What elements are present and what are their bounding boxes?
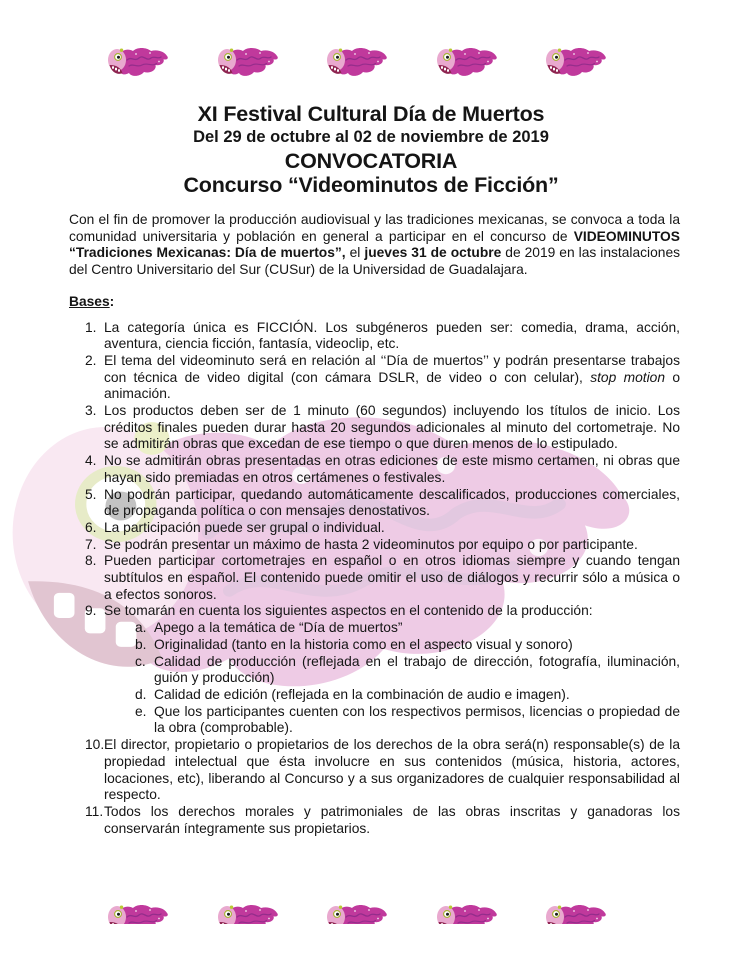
catrina-icon-row-bottom — [106, 903, 608, 924]
festival-dates: Del 29 de octubre al 02 de noviembre de 2019 — [193, 128, 549, 146]
list-number: 3. — [85, 403, 97, 419]
intro-text: Con el fin de promover la producción audiovisual y las tradiciones mexicanas, se convoca a toda la comunidad universitaria y población en general a participar en el concurso de — [69, 212, 680, 244]
document-header — [0, 102, 742, 197]
list-text: La categoría única es FICCIÓN. Los subgéneros pueden ser: comedia, drama, acción, aventura, ciencia ficción, fantasía, videoclip, etc. — [104, 319, 680, 352]
list-text: Que los participantes cuenten con los respectivos permisos, licencias o propiedad de la obra (comprobable). — [154, 703, 680, 736]
list-item-4 — [69, 453, 680, 486]
catrina-logo-partial-icon — [544, 903, 608, 924]
contest-title: Concurso “Videominutos de Ficción” — [183, 173, 559, 197]
list-item-9 — [69, 603, 680, 620]
list-item-11 — [69, 804, 680, 837]
list-number: 5. — [85, 486, 97, 502]
bases-list — [69, 320, 680, 838]
list-number: 11. — [85, 803, 104, 819]
list-text: El tema del videominuto será en relación al ‘‘Día de muertos’’ y podrán presentarse trabajos con técnica de video digital (con cámara DSLR, de video o con celular), — [104, 352, 680, 385]
list-text: El director, propietario o propietarios de los derechos de la obra será(n) responsable(s) de la propiedad intelectual que ésta involucre en sus contenidos (música, historia, actores, locaciones, etc), liberando al Concurso y a sus organizadores de cualquier responsabilidad al respecto. — [104, 737, 680, 803]
catrina-logo-partial-icon — [435, 903, 499, 924]
list-text-italic: stop motion — [590, 369, 666, 385]
list-item-10 — [69, 737, 680, 804]
list-letter: b. — [135, 636, 147, 652]
list-number: 10. — [85, 737, 105, 753]
list-item-5 — [69, 487, 680, 520]
list-text: Se tomarán en cuenta los siguientes aspectos en el contenido de la producción: — [104, 603, 593, 619]
list-number: 6. — [85, 519, 97, 535]
catrina-logo-partial-icon — [106, 903, 170, 924]
list-number: 7. — [85, 536, 97, 552]
list-text: Apego a la temática de “Día de muertos” — [154, 620, 403, 636]
convocatoria-heading: CONVOCATORIA — [284, 149, 458, 173]
list-text: Los productos deben ser de 1 minuto (60 segundos) incluyendo los títulos de inicio. Los créditos finales pueden durar hasta 20 segundos adicionales al minuto del cortometraje. No se admitirán obras que excedan de ese tiempo o que duren menos de lo estipulado. — [104, 403, 680, 452]
sub-item-d — [69, 687, 680, 704]
catrina-logo-icon — [544, 46, 608, 80]
list-item-2 — [69, 353, 680, 403]
intro-text: de 2019 en las instalaciones del Centro Universitario del Sur (CUSur) de la Universidad de Guadalajara. — [69, 245, 681, 278]
sub-item-c — [69, 654, 680, 687]
catrina-icon-row-top — [106, 46, 608, 80]
festival-title: XI Festival Cultural Día de Muertos — [197, 102, 545, 126]
intro-text: el — [345, 245, 365, 261]
list-number: 1. — [85, 319, 97, 335]
list-text: Todos los derechos morales y patrimoniales de las obras inscritas y ganadoras los conservarán íntegramente sus propietarios. — [104, 803, 680, 836]
list-letter: e. — [135, 703, 147, 719]
intro-bold-date: jueves 31 de octubre — [364, 245, 502, 261]
list-text: Se podrán presentar un máximo de hasta 2 videominutos por equipo o por participante. — [104, 536, 638, 552]
list-item-1 — [69, 320, 680, 353]
list-number: 2. — [85, 352, 97, 368]
list-text: o animación. — [104, 369, 681, 402]
list-letter: d. — [135, 686, 147, 702]
catrina-logo-partial-icon — [216, 903, 280, 924]
list-letter: a. — [135, 620, 147, 636]
list-text: La participación puede ser grupal o individual. — [104, 519, 385, 535]
document-body — [69, 212, 680, 837]
list-item-3 — [69, 403, 680, 453]
list-text: Pueden participar cortometrajes en español o en otros idiomas siempre y cuando tengan subtítulos en español. El contenido puede omitir el uso de diálogos y recurrir sólo a música o a efectos sonoros. — [104, 553, 680, 602]
sub-item-e — [69, 704, 680, 737]
list-number: 4. — [85, 453, 97, 469]
catrina-logo-icon — [325, 46, 389, 80]
list-text: Calidad de edición (reflejada en la combinación de audio e imagen). — [154, 686, 570, 702]
intro-bold-contest: VIDEOMINUTOS “Tradiciones Mexicanas: Día de muertos”, — [69, 228, 680, 261]
catrina-logo-partial-icon — [325, 903, 389, 924]
sub-item-a — [69, 620, 680, 637]
bases-heading: Bases: — [69, 293, 115, 309]
list-text: No podrán participar, quedando automáticamente descalificados, producciones comerciales, de propaganda política o con mensajes denostativos. — [104, 486, 680, 519]
list-text: No se admitirán obras presentadas en otras ediciones de este mismo certamen, ni obras que hayan sido premiadas en otros certámenes o festivales. — [104, 453, 680, 485]
intro-paragraph — [69, 212, 680, 279]
list-number: 9. — [85, 603, 97, 619]
catrina-logo-icon — [216, 46, 280, 80]
list-text: Originalidad (tanto en la historia como en el aspecto visual y sonoro) — [154, 636, 573, 652]
list-number: 8. — [85, 553, 97, 569]
list-item-7 — [69, 537, 680, 554]
list-text: Calidad de producción (reflejada en el trabajo de dirección, fotografía, iluminación, guión y producción) — [154, 653, 680, 686]
sub-item-b — [69, 637, 680, 654]
list-item-6 — [69, 520, 680, 537]
catrina-logo-icon — [106, 46, 170, 80]
bases-heading-text: Bases — [69, 293, 110, 309]
list-item-8 — [69, 553, 680, 603]
list-letter: c. — [135, 653, 146, 669]
catrina-logo-icon — [435, 46, 499, 80]
